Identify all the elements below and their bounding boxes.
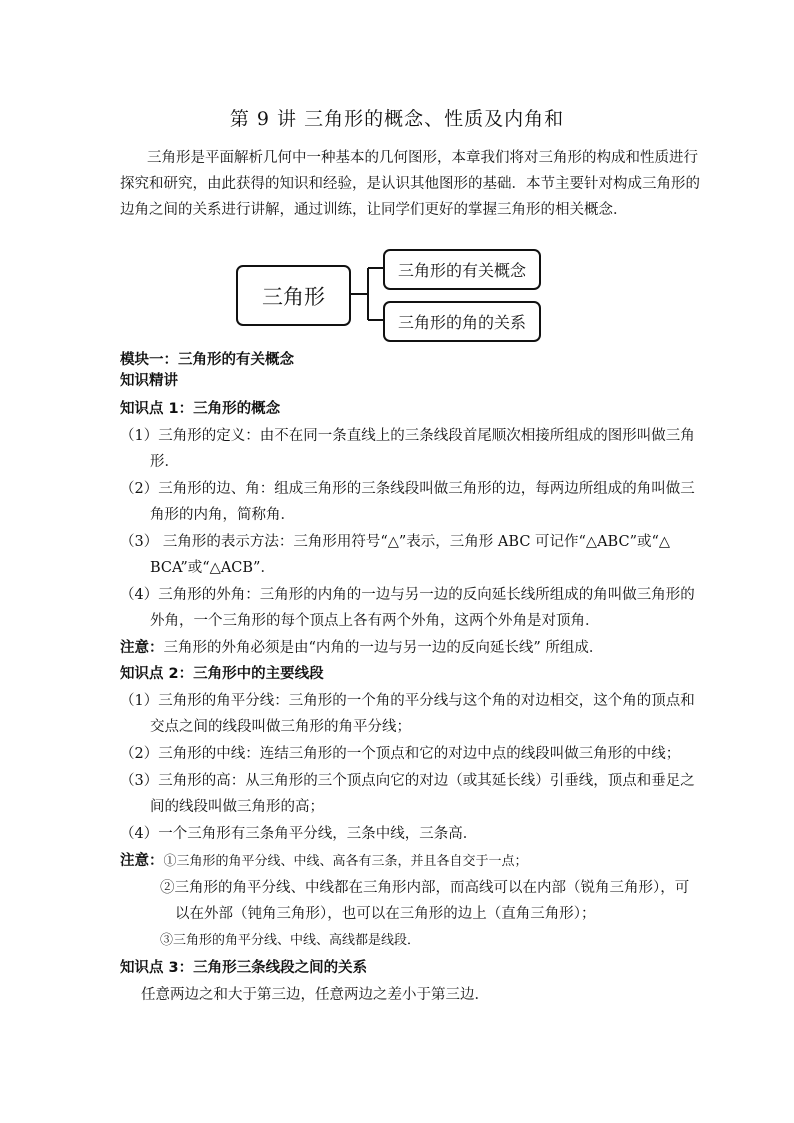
kp2-item: （3）三角形的高：从三角形的三个顶点向它的对边（或其延长线）引垂线，顶点和垂足之	[120, 773, 695, 789]
kp2-note-2-cont: 以在外部（钝角三角形），也可以在三角形的边上（直角三角形）；	[175, 906, 596, 922]
kp1-item: （1）三角形的定义：由不在同一条直线上的三条线段首尾顺次相接所组成的图形叫做三角	[120, 428, 695, 444]
kp3-text: 任意两边之和大于第三边，任意两边之差小于第三边．	[141, 987, 489, 1003]
kp2-note-1	[120, 851, 528, 872]
kp2-item: （4）一个三角形有三条角平分线，三条中线，三条高．	[120, 826, 478, 842]
knowledge-heading: 知识精讲	[120, 373, 178, 389]
kp2-note-2: ②三角形的角平分线、中线都在三角形内部，而高线可以在内部（锐角三角形），可	[160, 880, 690, 896]
kp1-item: （4）三角形的外角：三角形的内角的一边与另一边的反向延长线所组成的角叫做三角形的	[120, 587, 695, 603]
diagram-root-node: 三角形	[236, 265, 351, 326]
diagram-node-concepts: 三角形的有关概念	[383, 249, 541, 290]
kp1-item: （2）三角形的边、角：组成三角形的三条线段叫做三角形的边，每两边所组成的角叫做三	[120, 481, 695, 497]
kp2-item: 间的线段叫做三角形的高；	[150, 799, 324, 815]
kp2-item: （1）三角形的角平分线：三角形的一个角的平分线与这个角的对边相交，这个角的顶点和	[120, 693, 695, 709]
page-title: 第 9 讲 三角形的概念、性质及内角和	[229, 108, 565, 130]
kp1-heading: 知识点 1：三角形的概念	[120, 401, 281, 417]
kp2-note-3: ③三角形的角平分线、中线、高线都是线段．	[160, 933, 421, 948]
kp1-item: 角形的内角，简称角．	[150, 507, 295, 523]
kp1-item: 形．	[150, 454, 179, 470]
kp1-note	[120, 638, 603, 658]
module-heading: 模块一：三角形的有关概念	[120, 352, 294, 368]
kp2-heading: 知识点 2：三角形中的主要线段	[120, 666, 324, 682]
kp1-item: BCA”或“△ACB”．	[150, 560, 275, 576]
note-label: 注意：	[120, 640, 164, 656]
note-text: 三角形的外角必须是由“内角的一边与另一边的反向延长线” 所组成．	[163, 640, 604, 656]
note-label: 注意：	[120, 853, 164, 869]
note-text: ①三角形的角平分线、中线、高各有三条，并且各自交于一点；	[163, 854, 528, 869]
kp2-item: （2）三角形的中线：连结三角形的一个顶点和它的对边中点的线段叫做三角形的中线；	[120, 746, 681, 762]
intro-line-1: 三角形是平面解析几何中一种基本的几何图形，本章我们将对三角形的构成和性质进行	[147, 150, 698, 166]
kp2-item: 交点之间的线段叫做三角形的角平分线；	[150, 719, 411, 735]
intro-line-3: 边角之间的关系进行讲解，通过训练，让同学们更好的掌握三角形的相关概念．	[120, 202, 628, 218]
kp1-item: 外角，一个三角形的每个顶点上各有两个外角，这两个外角是对顶角．	[150, 613, 600, 629]
kp1-item: （3） 三角形的表示方法：三角形用符号“△”表示，三角形 ABC 可记作“△ABC”或“△	[120, 534, 671, 550]
diagram-node-angles: 三角形的角的关系	[383, 301, 541, 342]
kp3-heading: 知识点 3：三角形三条线段之间的关系	[120, 960, 368, 976]
intro-line-2: 探究和研究，由此获得的知识和经验，是认识其他图形的基础．本节主要针对构成三角形的	[120, 176, 700, 192]
